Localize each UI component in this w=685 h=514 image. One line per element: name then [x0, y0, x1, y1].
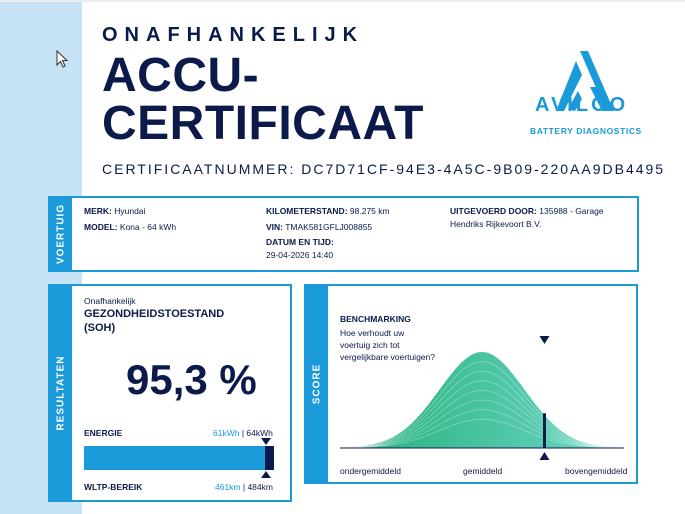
model-label: MODEL: — [84, 222, 118, 232]
performed-value-1: 135988 - Garage — [539, 206, 604, 216]
triangle-up-icon — [261, 471, 271, 479]
benchmark-question-3: vergelijkbare voertuigen? — [340, 352, 435, 362]
soh-bar-fill — [84, 446, 265, 470]
arrow-cursor-icon — [56, 50, 68, 68]
triangle-up-icon — [539, 452, 549, 460]
certificate-number: CERTIFICAATNUMMER: DC7D71CF-94E3-4A5C-9B09-220AA9DB4495 — [102, 161, 666, 177]
aviloo-logo-icon — [528, 24, 640, 140]
axis-low-label: ondergemiddeld — [340, 466, 401, 476]
vin-row — [266, 222, 372, 232]
wltp-current: 461km — [215, 482, 241, 492]
soh-title-1: GEZONDHEIDSTOESTAND — [84, 308, 225, 320]
make-row — [84, 206, 145, 216]
mileage-label: KILOMETERSTAND: — [266, 206, 348, 216]
axis-high-label: bovengemiddeld — [565, 466, 628, 476]
results-section-label: RESULTATEN — [55, 355, 67, 431]
model-row — [84, 222, 176, 232]
energy-values — [213, 428, 273, 438]
title-line-1: ACCU- — [102, 49, 260, 102]
energy-label: ENERGIE — [84, 428, 123, 438]
benchmark-question-2: voertuig zich tot — [340, 340, 400, 350]
score-panel — [304, 284, 638, 484]
energy-current: 61kWh — [213, 428, 240, 438]
mileage-row — [266, 206, 390, 216]
benchmark-question-1: Hoe verhoudt uw — [340, 328, 405, 338]
wltp-values — [215, 482, 273, 492]
energy-separator: | — [239, 428, 247, 438]
logo-tagline: BATTERY DIAGNOSTICS — [530, 126, 642, 136]
benchmark-title: BENCHMARKING — [340, 314, 411, 324]
soh-value: 95,3 % — [126, 356, 257, 403]
title-line-2: CERTIFICAAT — [102, 97, 424, 150]
datetime-label: DATUM EN TIJD: — [266, 237, 334, 247]
triangle-down-icon — [539, 336, 549, 344]
logo-wordmark: AVILOO — [535, 94, 629, 116]
performed-label: UITGEVOERD DOOR: — [450, 206, 537, 216]
wltp-separator: | — [240, 482, 248, 492]
kicker-text: ONAFHANKELIJK — [102, 24, 365, 46]
score-tab — [306, 286, 328, 482]
results-intro: Onafhankelijk — [84, 296, 136, 306]
make-label: MERK: — [84, 206, 112, 216]
vin-value: TMAK581GFLJ008855 — [285, 222, 373, 232]
datetime-value: 29-04-2026 14:40 — [266, 250, 334, 260]
wltp-label: WLTP-BEREIK — [84, 482, 143, 492]
performed-row — [450, 206, 604, 216]
page-title — [102, 49, 424, 150]
vehicle-section-label: VOERTUIG — [55, 203, 67, 265]
mileage-value: 98.275 km — [349, 206, 390, 216]
axis-mid-label: gemiddeld — [463, 466, 503, 476]
model-value: Kona - 64 kWh — [119, 222, 177, 232]
results-tab — [50, 286, 72, 500]
vin-label: VIN: — [266, 222, 283, 232]
triangle-down-icon — [261, 438, 271, 446]
soh-title-2: (SOH) — [84, 322, 116, 334]
make-value: Hyundai — [114, 206, 146, 216]
results-panel — [48, 284, 292, 502]
score-section-label: SCORE — [311, 363, 323, 405]
soh-bar-end — [265, 446, 274, 470]
top-rule — [0, 0, 685, 2]
energy-total: 64kWh — [246, 428, 273, 438]
wltp-total: 484km — [247, 482, 273, 492]
vehicle-panel — [48, 196, 639, 272]
vehicle-tab — [50, 198, 72, 270]
benchmark-distribution-chart — [340, 336, 624, 464]
performed-value-2: Hendriks Rijkevoort B.V. — [450, 219, 542, 229]
